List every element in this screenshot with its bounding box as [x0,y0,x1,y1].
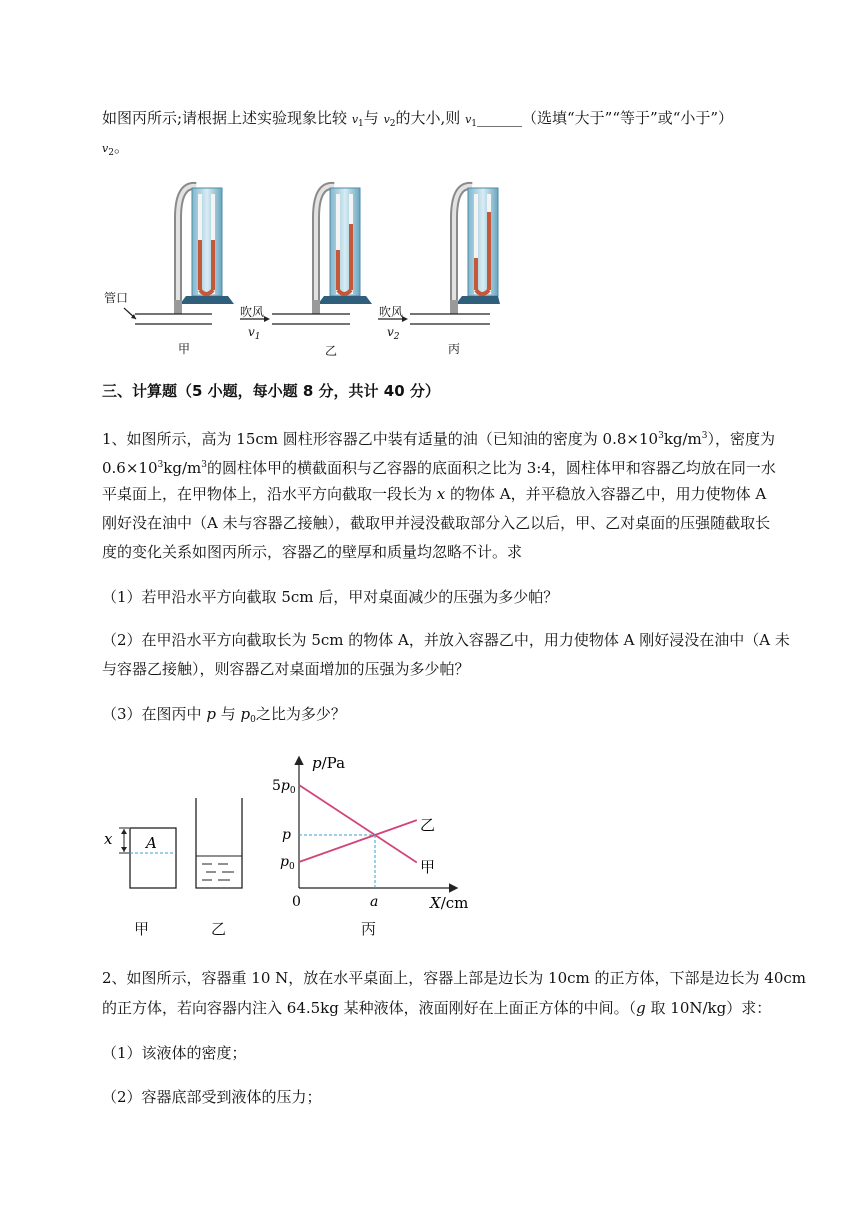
fig2-label-c: 丙 [361,920,377,938]
q1-sub-1: （1）若甲沿水平方向截取 5cm 后，甲对桌面减少的压强为多少帕？ [102,588,559,606]
fig2-label-a: 甲 [134,920,150,938]
answer-blank: ______ [477,109,523,127]
v2-subscript: 2 [108,148,114,158]
tick-origin: 0 [292,894,301,910]
intro-text: 如图丙所示;请根据上述实验现象比较 [102,109,352,127]
q1-line-5: 度的变化关系如图丙所示，容器乙的壁厚和质量均忽略不计。求 [102,543,523,561]
block-jia [104,828,176,888]
series-label-jia: 甲 [420,858,436,876]
fig1-label-c: 丙 [448,342,461,356]
q1-sub-3: （3）在图丙中 p 与 $p_0$之比为多少？ [102,705,346,725]
series-line-甲 [299,785,417,863]
container-yi [196,798,242,888]
pipe-label: 管口 [104,291,129,305]
q1-sub-2b: 与容器乙接触），则容器乙对桌面增加的压强为多少帕？ [102,660,470,678]
intro-text-post: 的大小,则 [395,109,466,127]
intro-line-2: $v_2$。 [102,138,129,158]
q1-line-1: 1、如图所示，高为 15cm 圆柱形容器乙中装有适量的油（已知油的密度为 $0.8\times 10^3kg/m^3$），密度为 [102,430,776,448]
q2-line-1: 2、如图所示，容器重 10 N，放在水平桌面上，容器上部是边长为 10cm 的正方体，下部是边长为 40cm [102,969,807,987]
q1-line-4: 刚好没在油中（A 未与容器乙接触），截取甲并浸没截取部分入乙以后，甲、乙对桌面的压强随截取长 [102,514,771,532]
q2-sub-1: （1）该液体的密度； [102,1044,247,1062]
section-heading: 三、计算题（5 小题，每小题 8 分，共计 40 分） [102,382,440,400]
v-symbol: v [383,113,390,126]
A-label: A [146,834,157,852]
block-container-figure [100,790,260,900]
v-symbol: v [465,113,472,126]
q2-line-2: 的正方体，若向容器内注入 64.5kg 某种液体，液面刚好在上面正方体的中间。（g 取 10N/kg）求： [102,999,772,1017]
x-label: x [104,830,113,848]
q1-line-3: 平桌面上，在甲物体上，沿水平方向截取一段长为 x 的物体 A，并平稳放入容器乙中，用力使物体 A [102,485,767,503]
pressure-chart [270,748,480,918]
manometer-figure [100,178,500,363]
v-symbol: v [102,142,109,155]
v1-label: $v_1$ [248,325,261,342]
wind-label-c: 吹风 [379,305,404,319]
choice-text: （选填“大于”“等于”或“小于”） [522,109,734,127]
series-line-乙 [299,820,417,862]
tick-p0: $p_0$ [280,854,295,872]
intro-text-mid: 与 [363,109,384,127]
tick-p: p [282,827,291,843]
intro-line [102,108,733,134]
y-axis-label: p/Pa [312,754,346,772]
tick-a: a [370,894,379,910]
v1-subscript: 1 [358,119,364,129]
fig1-label-b: 乙 [325,344,338,358]
wind-label-b: 吹风 [240,305,265,319]
manometer-a [124,186,234,324]
q1-line-2: $0.6\times 10^3kg/m^3$的圆柱体甲的横截面积与乙容器的底面积之比为 3:4，圆柱体甲和容器乙均放在同一水 [102,459,776,477]
x-axis-label: X/cm [430,894,469,912]
v-symbol: v [351,113,359,126]
q2-sub-2: （2）容器底部受到液体的压力； [102,1088,322,1106]
tick-5p0: $5p_0$ [272,778,296,796]
v1-subscript: 1 [471,119,478,129]
series-label-yi: 乙 [420,816,436,834]
fig2-label-b: 乙 [211,920,227,938]
q1-sub-2a: （2）在甲沿水平方向截取长为 5cm 的物体 A，并放入容器乙中，用力使物体 A 刚好浸没在油中（A 未 [102,631,790,649]
v2-label: $v_2$ [387,325,400,342]
fig1-label-a: 甲 [178,342,191,356]
v2-subscript: 2 [389,119,396,129]
